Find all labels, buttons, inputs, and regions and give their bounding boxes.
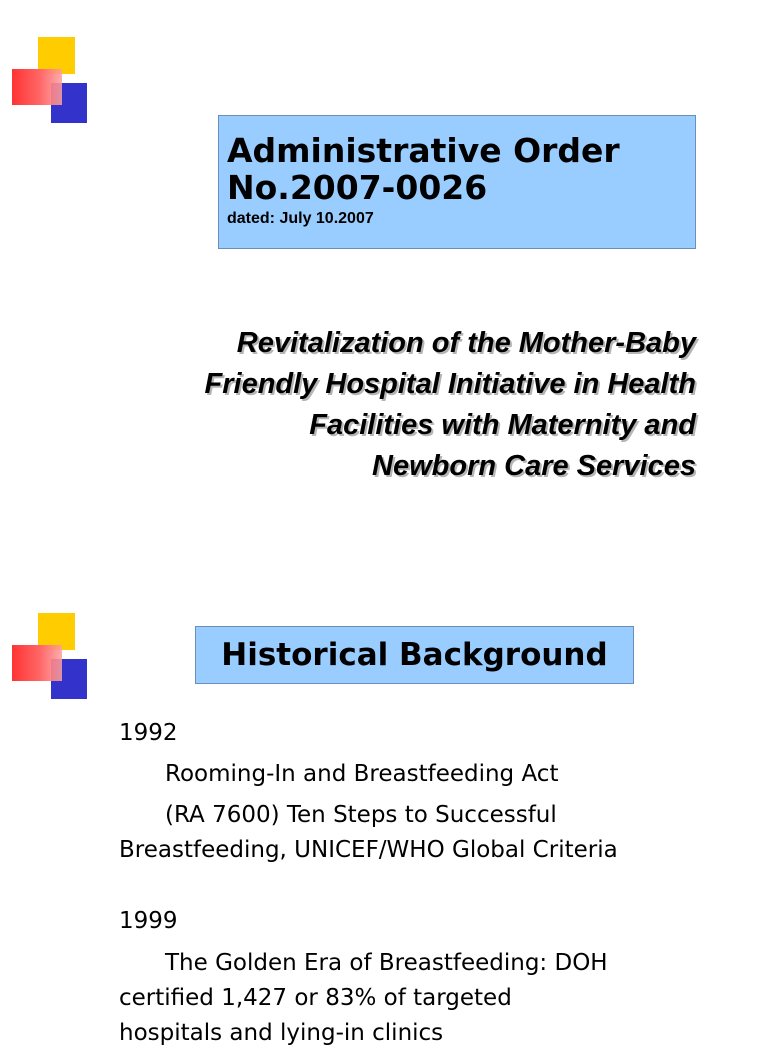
slide-subtitle — [76, 323, 696, 487]
order-date: dated: July 10.2007 — [227, 210, 374, 227]
entry-1999-line-3: hospitals and lying-in clinics — [119, 1020, 444, 1046]
subtitle-line-2: Friendly Hospital Initiative in Health — [204, 368, 696, 400]
colored-squares-icon — [10, 613, 90, 703]
order-title-line-2: No.2007-0026 — [227, 168, 488, 207]
entry-1992-line-2: (RA 7600) Ten Steps to Successful — [165, 802, 557, 828]
colored-squares-icon — [10, 37, 90, 127]
year-1992: 1992 — [119, 720, 178, 746]
order-title-line-1: Administrative Order — [227, 131, 620, 170]
year-1999: 1999 — [119, 908, 178, 934]
entry-1999-line-1: The Golden Era of Breastfeeding: DOH — [165, 950, 608, 976]
red-square — [12, 69, 62, 105]
order-title-box — [218, 115, 696, 249]
entry-1999-line-2: certified 1,427 or 83% of targeted — [119, 985, 512, 1011]
entry-1992-line-3: Breastfeeding, UNICEF/WHO Global Criteria — [119, 837, 618, 863]
subtitle-line-4: Newborn Care Services — [372, 450, 696, 482]
slide-2 — [0, 575, 768, 1046]
entry-1992-line-1: Rooming-In and Breastfeeding Act — [165, 761, 559, 787]
subtitle-line-1: Revitalization of the Mother-Baby — [236, 327, 696, 359]
section-heading: Historical Background — [195, 626, 634, 684]
red-square — [12, 645, 62, 681]
subtitle-line-3: Facilities with Maternity and — [309, 409, 696, 441]
